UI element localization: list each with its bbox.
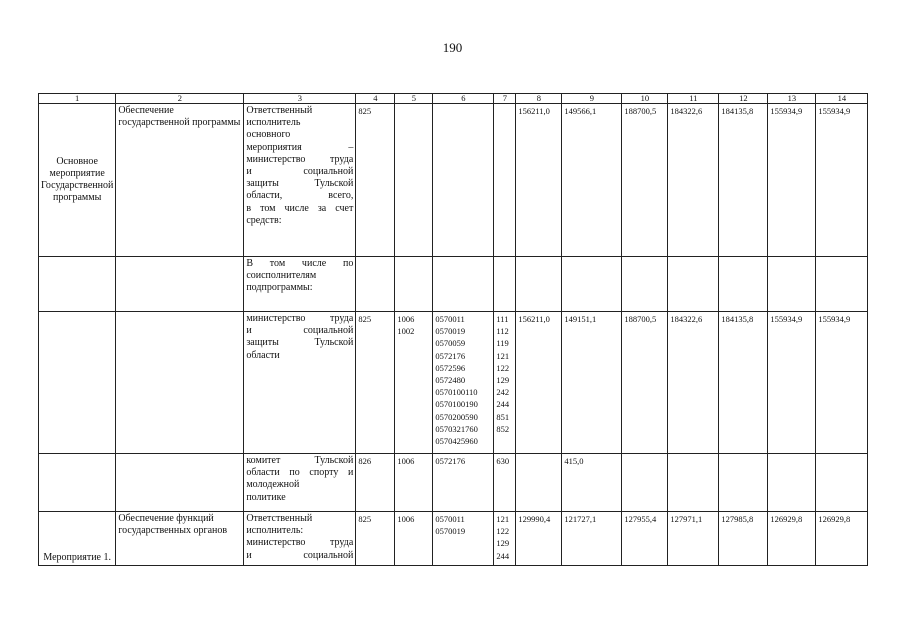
- value-cell: 155934,9: [768, 312, 816, 454]
- grbs-code-cell: 825: [356, 512, 395, 566]
- target-code: 0572480: [435, 375, 466, 386]
- executor-line: области по спорту и: [246, 467, 354, 479]
- activity-type-cell: [39, 454, 116, 512]
- page-number: 190: [442, 40, 463, 55]
- target-code: 0572176: [435, 456, 466, 466]
- header-cell: 12: [719, 94, 768, 104]
- header-cell: 13: [768, 94, 816, 104]
- header-cell: 8: [516, 94, 562, 104]
- executor-line: средств:: [246, 214, 282, 226]
- header-cell: 14: [816, 94, 868, 104]
- activity-type-cell: Мероприятие 1.: [39, 512, 116, 566]
- executor-line: защиты Тульской: [246, 337, 354, 349]
- value-cell: 127955,4: [622, 512, 668, 566]
- section-code-cell: [395, 257, 433, 312]
- header-cell: 6: [433, 94, 494, 104]
- target-code: 0570059: [435, 338, 466, 349]
- value-cell: [719, 454, 768, 512]
- expense-code: 242: [496, 387, 510, 398]
- executor-cell: [244, 312, 356, 454]
- expense-code: 112: [496, 326, 509, 337]
- activity-type-cell: [39, 312, 116, 454]
- value-cell: [768, 257, 816, 312]
- value-cell: 188700,5: [622, 312, 668, 454]
- expense-code: 122: [496, 362, 510, 373]
- executor-line: министерство труда: [246, 313, 354, 324]
- value-cell: 155934,9: [816, 104, 868, 257]
- executor-line: подпрограммы:: [246, 282, 313, 294]
- grbs-code-cell: [356, 257, 395, 312]
- table-row: [39, 257, 868, 312]
- activity-name-cell: Обеспечение функций государственных органов: [116, 512, 244, 566]
- target-code-cell: [433, 104, 494, 257]
- value-cell: 155934,9: [768, 104, 816, 257]
- grbs-code-cell: 825: [356, 104, 395, 257]
- executor-line: области: [246, 349, 280, 361]
- value-cell: [816, 454, 868, 512]
- value-cell: [816, 257, 868, 312]
- value-cell: 184322,6: [668, 312, 719, 454]
- value-cell: 149151,1: [562, 312, 622, 454]
- activity-name-cell: [116, 312, 244, 454]
- executor-line: комитет Тульской: [246, 455, 354, 466]
- header-cell: 3: [244, 94, 356, 104]
- value-cell: 156211,0: [516, 104, 562, 257]
- target-code: 0572176: [435, 350, 466, 361]
- section-code: 1006: [397, 514, 415, 524]
- value-cell: 129990,4: [516, 512, 562, 566]
- value-cell: [622, 257, 668, 312]
- activity-name-cell: Обеспечение государственной программы: [116, 104, 244, 257]
- executor-cell: [244, 104, 356, 257]
- target-code: 0570100110: [435, 387, 478, 398]
- target-code: 0570011: [435, 514, 465, 524]
- activity-type-cell: Основное мероприятие Государственной программы: [39, 104, 116, 257]
- executor-line: молодежной: [246, 479, 300, 491]
- table-row: [39, 454, 868, 512]
- value-cell: [768, 454, 816, 512]
- executor-line: и социальной: [246, 549, 354, 561]
- value-cell: 155934,9: [816, 312, 868, 454]
- value-cell: 127971,1: [668, 512, 719, 566]
- target-code-cell: [433, 512, 494, 566]
- target-code-cell: [433, 257, 494, 312]
- value-cell: 184135,8: [719, 312, 768, 454]
- section-code: 1006: [397, 314, 415, 324]
- executor-line: министерство труда: [246, 537, 354, 549]
- target-code: 0570011: [435, 314, 465, 324]
- value-cell: 184135,8: [719, 104, 768, 257]
- value-cell: 126929,8: [816, 512, 868, 566]
- target-code: 0570321760: [435, 423, 478, 434]
- section-code: 1006: [397, 456, 415, 466]
- header-cell: 1: [39, 94, 116, 104]
- value-cell: [562, 257, 622, 312]
- expense-type-cell: [494, 257, 516, 312]
- expense-code: 244: [496, 399, 510, 410]
- expense-type-cell: [494, 104, 516, 257]
- value-cell: 127985,8: [719, 512, 768, 566]
- expense-code: 111: [496, 314, 509, 324]
- executor-line: В том числе по: [246, 258, 354, 269]
- activity-type-cell: [39, 257, 116, 312]
- executor-line: и социальной: [246, 325, 354, 337]
- expense-code: 119: [496, 338, 509, 349]
- expense-code: 244: [496, 550, 510, 561]
- executor-line: в том числе за счет: [246, 202, 354, 214]
- section-code-cell: [395, 512, 433, 566]
- value-cell: [516, 257, 562, 312]
- executor-cell: [244, 454, 356, 512]
- header-cell: 4: [356, 94, 395, 104]
- section-code-cell: [395, 104, 433, 257]
- header-row: [39, 94, 868, 104]
- executor-line: и социальной: [246, 166, 354, 178]
- target-code: 0570425960: [435, 436, 478, 447]
- table-row: [39, 104, 868, 257]
- executor-cell: [244, 512, 356, 566]
- expense-code: 129: [496, 375, 510, 386]
- executor-line: Ответственный: [246, 513, 313, 524]
- target-code: 0570019: [435, 526, 466, 537]
- header-cell: 10: [622, 94, 668, 104]
- value-cell: 121727,1: [562, 512, 622, 566]
- activity-name-cell: [116, 257, 244, 312]
- value-cell: 156211,0: [516, 312, 562, 454]
- executor-line: мероприятия –: [246, 141, 354, 153]
- value-cell: [622, 454, 668, 512]
- expense-code: 129: [496, 538, 510, 549]
- value-cell: 149566,1: [562, 104, 622, 257]
- expense-code: 852: [496, 423, 510, 434]
- section-code-cell: [395, 312, 433, 454]
- executor-line: защиты Тульской: [246, 178, 354, 190]
- value-cell: 415,0: [562, 454, 622, 512]
- executor-line: политике: [246, 491, 286, 503]
- executor-line: министерство труда: [246, 153, 354, 165]
- executor-line: Ответственный: [246, 105, 313, 116]
- executor-line: исполнитель: [246, 117, 301, 129]
- header-cell: 9: [562, 94, 622, 104]
- expense-code: 121: [496, 514, 510, 524]
- grbs-code-cell: 826: [356, 454, 395, 512]
- value-cell: 126929,8: [768, 512, 816, 566]
- section-code-cell: [395, 454, 433, 512]
- value-cell: [516, 454, 562, 512]
- target-code: 0570019: [435, 326, 466, 337]
- expense-code: 122: [496, 526, 510, 537]
- target-code-cell: [433, 454, 494, 512]
- executor-line: соисполнителям: [246, 270, 317, 282]
- executor-line: области, всего,: [246, 190, 354, 202]
- table-row: [39, 512, 868, 566]
- value-cell: [668, 257, 719, 312]
- value-cell: 188700,5: [622, 104, 668, 257]
- executor-line: исполнитель:: [246, 525, 304, 537]
- value-cell: [719, 257, 768, 312]
- header-cell: 7: [494, 94, 516, 104]
- target-code: 0572596: [435, 362, 466, 373]
- expense-type-cell: [494, 454, 516, 512]
- executor-line: основного: [246, 129, 291, 141]
- table-row: [39, 312, 868, 454]
- expense-code: 121: [496, 350, 510, 361]
- executor-cell: [244, 257, 356, 312]
- grbs-code-cell: 825: [356, 312, 395, 454]
- budget-table: [38, 93, 868, 566]
- expense-code: 851: [496, 411, 510, 422]
- section-code: 1002: [397, 326, 415, 337]
- expense-type-cell: [494, 512, 516, 566]
- header-cell: 2: [116, 94, 244, 104]
- activity-name-cell: [116, 454, 244, 512]
- target-code: 0570200590: [435, 411, 478, 422]
- expense-code: 630: [496, 456, 510, 466]
- target-code-cell: [433, 312, 494, 454]
- expense-type-cell: [494, 312, 516, 454]
- header-cell: 5: [395, 94, 433, 104]
- header-cell: 11: [668, 94, 719, 104]
- value-cell: [668, 454, 719, 512]
- target-code: 0570100190: [435, 399, 478, 410]
- value-cell: 184322,6: [668, 104, 719, 257]
